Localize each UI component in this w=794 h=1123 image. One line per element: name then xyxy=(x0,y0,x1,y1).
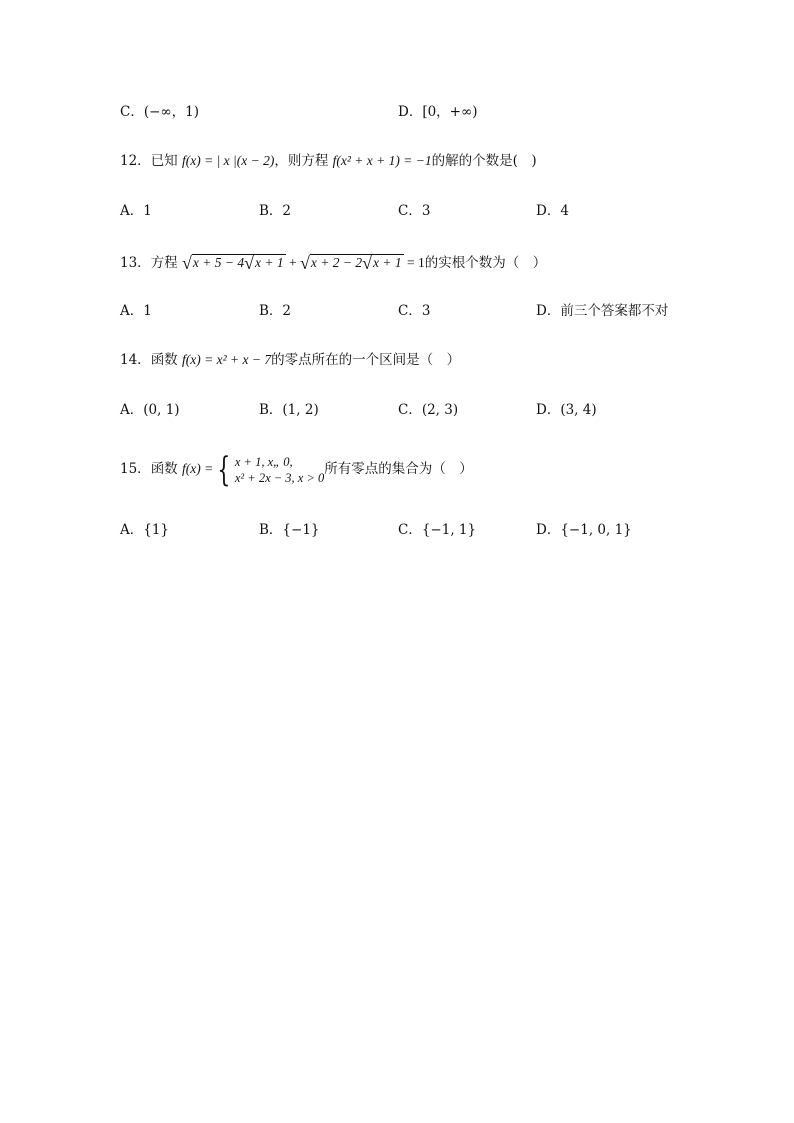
option-b-q14: B．(1, 2) xyxy=(259,402,319,418)
case-2: x² + 2x − 3, x > 0 xyxy=(234,470,325,485)
question-number: 12． xyxy=(120,153,151,169)
option-a-q15: A．{1} xyxy=(120,522,170,538)
question-number: 14． xyxy=(120,352,151,368)
question-text: 已知 xyxy=(150,153,178,169)
question-text: 的实根个数为（ ） xyxy=(424,255,547,271)
function-definition: f(x) = x² + x − 7 xyxy=(181,352,272,367)
option-a-q13: A．1 xyxy=(120,303,152,319)
question-15 xyxy=(120,446,473,492)
question-number: 15． xyxy=(120,461,151,477)
question-14 xyxy=(120,348,460,372)
question-text: 的解的个数是( ) xyxy=(431,153,537,169)
question-text: 函数 xyxy=(150,461,178,477)
piecewise-cases xyxy=(235,454,324,486)
function-definition: f(x) = | x |(x − 2) xyxy=(181,153,275,168)
option-d-q12: D．4 xyxy=(536,203,569,219)
brace-symbol: { xyxy=(217,449,231,490)
option-d-q14: D．(3, 4) xyxy=(536,402,597,418)
equation: f(x² + x + 1) = −1 xyxy=(332,153,432,168)
question-number: 13． xyxy=(120,255,151,271)
question-text: ，则方程 xyxy=(274,153,329,169)
option-a-q14: A．(0, 1) xyxy=(120,402,180,418)
question-text: 函数 xyxy=(150,352,178,368)
option-d-q15: D．{−1, 0, 1} xyxy=(536,522,632,538)
question-text: 方程 xyxy=(150,255,178,271)
option-b-q15: B．{−1} xyxy=(259,522,320,538)
equation-rhs: = 1 xyxy=(403,255,425,270)
question-text: 所有零点的集合为（ ） xyxy=(324,461,473,477)
option-c-q15: C．{−1, 1} xyxy=(398,522,477,538)
radical-1: √x + 5 − 4√x + 1 xyxy=(181,253,284,273)
option-c-q14: C．(2, 3) xyxy=(398,402,459,418)
radical-2: √x + 2 − 2√x + 1 xyxy=(299,253,402,273)
option-c-q13: C．3 xyxy=(398,303,431,319)
option-a-q12: A．1 xyxy=(120,203,152,219)
case-1: x + 1, x„ 0, xyxy=(234,454,293,469)
question-text: 的零点所在的一个区间是（ ） xyxy=(271,352,461,368)
option-d-q13: D．前三个答案都不对 xyxy=(536,303,669,319)
option-c-q12: C．3 xyxy=(398,203,431,219)
option-c-q11: C．(−∞，1) xyxy=(120,104,200,120)
plus-sign: + xyxy=(285,255,300,270)
question-13 xyxy=(120,249,546,273)
question-12 xyxy=(120,149,537,173)
option-b-q12: B．2 xyxy=(259,203,292,219)
option-b-q13: B．2 xyxy=(259,303,292,319)
function-lhs: f(x) = xyxy=(181,461,214,476)
option-d-q11: D．[0，+∞) xyxy=(398,104,478,120)
